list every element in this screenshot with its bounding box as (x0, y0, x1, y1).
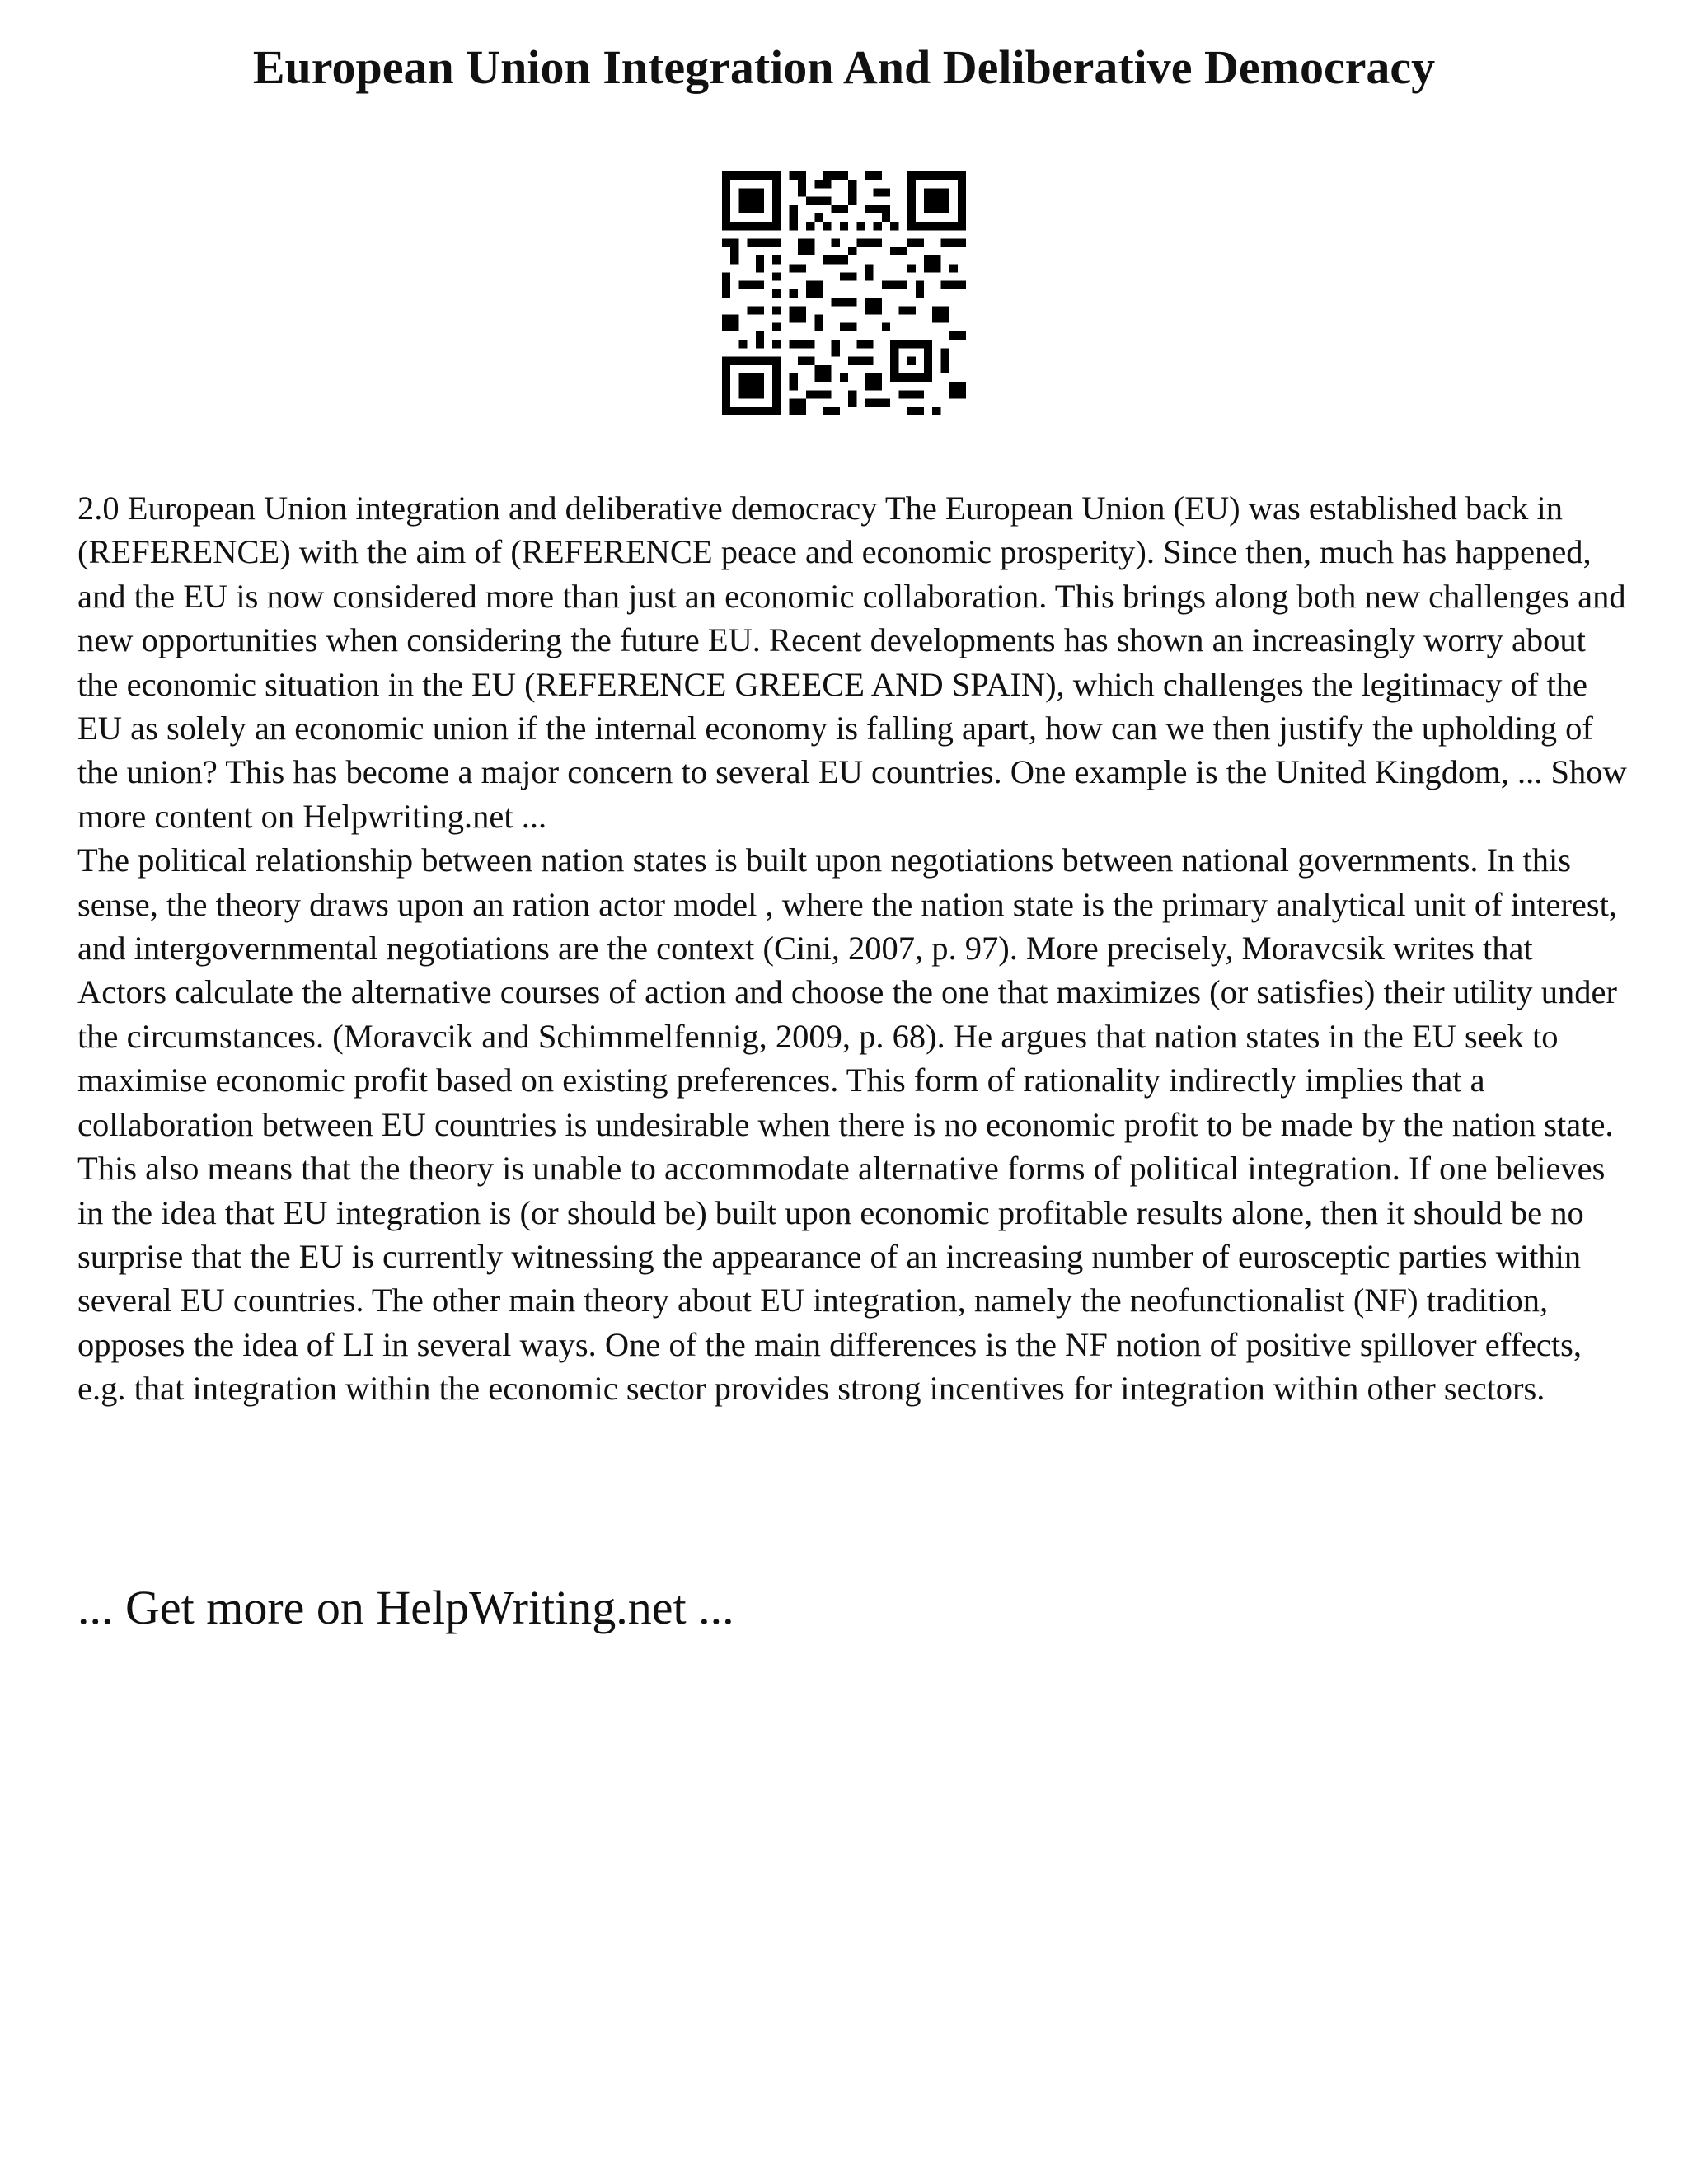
article-body (77, 486, 1627, 1411)
qr-code-icon[interactable] (722, 171, 966, 415)
paragraph-2: The political relationship between nation states is built upon negotiations between national governments. In this sense, the theory draws upon an ration actor model , where the nation state is the primary analytical unit of interest, and intergovernmental negotiations are the context (Cini, 2007, p. 97). More precisely, Moravcsik writes that Actors calculate the alternative courses of action and choose the one that maximizes (or satisfies) their utility under the circumstances. (Moravcik and Schimmelfennig, 2009, p. 68). He argues that nation states in the EU seek to maximise economic profit based on existing preferences. This form of rationality indirectly implies that a collaboration between EU countries is undesirable when there is no economic profit to be made by the nation state. This also means that the theory is unable to accommodate alternative forms of political integration. If one believes in the idea that EU integration is (or should be) built upon economic profitable results alone, then it should be no surprise that the EU is currently witnessing the appearance of an increasing number of eurosceptic parties within several EU countries. The other main theory about EU integration, namely the neofunctionalist (NF) tradition, opposes the idea of LI in several ways. One of the main differences is the NF notion of positive spillover effects, e.g. that integration within the economic sector provides strong incentives for integration within other sectors. (77, 841, 1618, 1408)
paragraph-1: 2.0 European Union integration and deliberative democracy The European Union (EU) was established back in (REFERENCE) with the aim of (REFERENCE peace and economic prosperity). Since then, much has happened, and the EU is now considered more than just an economic collaboration. This brings along both new challenges and new opportunities when considering the future EU. Recent developments has shown an increasingly worry about the economic situation in the EU (REFERENCE GREECE AND SPAIN), which challenges the legitimacy of the EU as solely an economic union if the internal economy is falling apart, how can we then justify the upholding of the union? This has become a major concern to several EU countries. One example is the United Kingdom, ... Show more content on Helpwriting.net ... (77, 490, 1627, 835)
get-more-link[interactable]: ... Get more on HelpWriting.net ... (77, 1581, 734, 1634)
page-title: European Union Integration And Deliberative Democracy (252, 40, 1436, 94)
qr-code-graphic (722, 171, 966, 415)
